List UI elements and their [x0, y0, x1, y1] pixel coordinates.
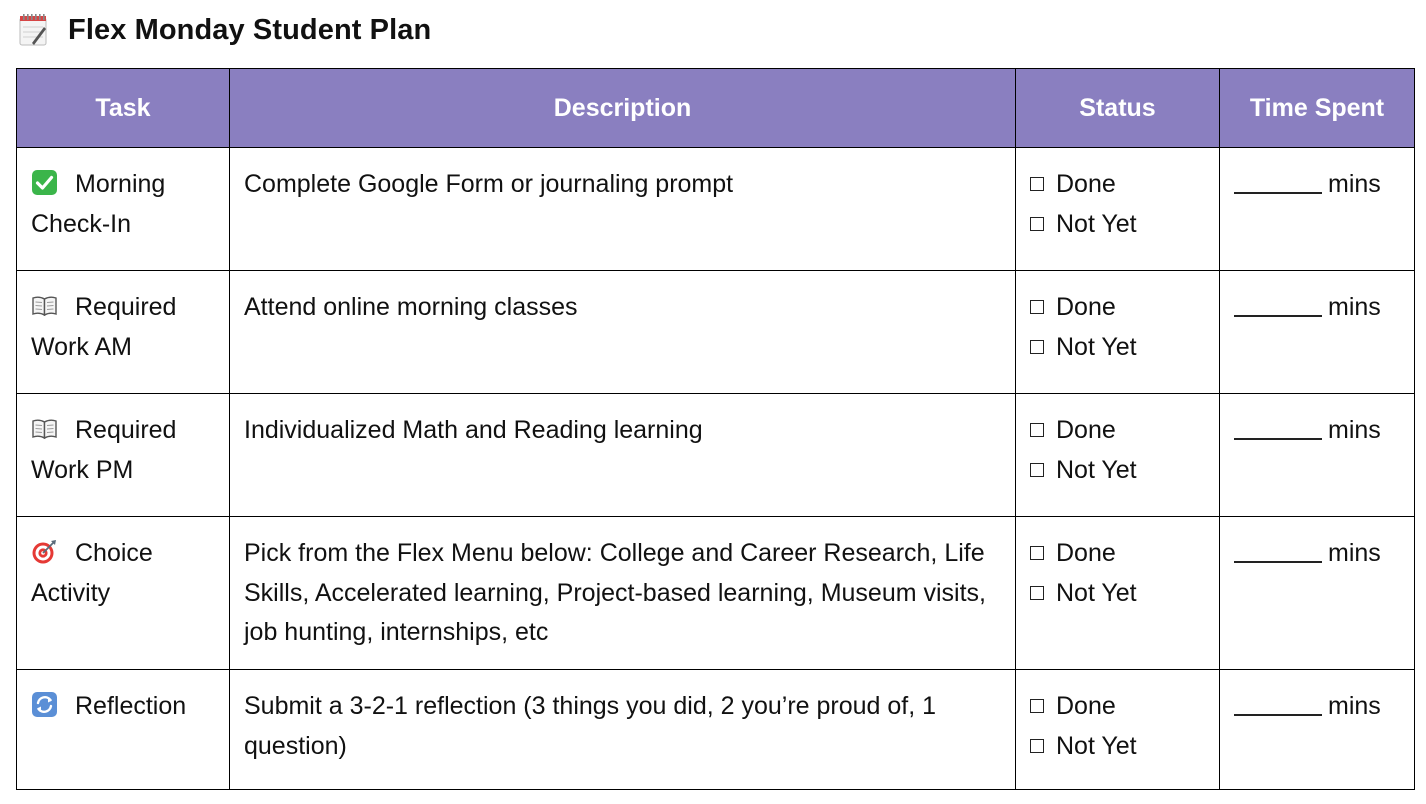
description-cell: Complete Google Form or journaling prompt — [230, 148, 1016, 271]
checkbox[interactable] — [1030, 423, 1044, 437]
time-spent-cell — [1220, 148, 1415, 271]
status-done-option[interactable] — [1030, 288, 1205, 328]
time-unit-label: mins — [1328, 539, 1381, 567]
status-done-label: Done — [1056, 416, 1116, 444]
task-cell — [17, 394, 230, 517]
target-icon — [31, 538, 58, 565]
student-plan-table — [16, 68, 1415, 790]
checkbox[interactable] — [1030, 739, 1044, 753]
refresh-icon — [31, 691, 58, 718]
time-unit-label: mins — [1328, 170, 1381, 198]
time-unit-label: mins — [1328, 293, 1381, 321]
table-row — [17, 670, 1415, 790]
table-row — [17, 148, 1415, 271]
table-row — [17, 271, 1415, 394]
time-unit-label: mins — [1328, 692, 1381, 720]
time-blank-field[interactable] — [1234, 170, 1322, 194]
time-unit-label: mins — [1328, 416, 1381, 444]
status-done-label: Done — [1056, 293, 1116, 321]
time-blank-field[interactable] — [1234, 692, 1322, 716]
task-name: Morning Check-In — [31, 170, 166, 238]
time-spent-cell — [1220, 517, 1415, 670]
checkbox[interactable] — [1030, 177, 1044, 191]
status-not-yet-label: Not Yet — [1056, 731, 1137, 760]
time-spent-cell — [1220, 670, 1415, 790]
description-cell: Attend online morning classes — [230, 271, 1016, 394]
checkbox[interactable] — [1030, 463, 1044, 477]
status-done-option[interactable] — [1030, 534, 1205, 574]
table-row — [17, 394, 1415, 517]
status-done-option[interactable] — [1030, 165, 1205, 205]
task-cell — [17, 148, 230, 271]
status-not-yet-option[interactable] — [1030, 727, 1205, 767]
notepad-icon — [18, 13, 48, 47]
open-book-icon — [31, 415, 58, 442]
description-cell: Individualized Math and Reading learning — [230, 394, 1016, 517]
time-blank-field[interactable] — [1234, 416, 1322, 440]
checkbox[interactable] — [1030, 699, 1044, 713]
checkbox[interactable] — [1030, 217, 1044, 231]
header-row — [17, 69, 1415, 148]
page-title: Flex Monday Student Plan — [68, 13, 432, 46]
header-status: Status — [1016, 69, 1220, 148]
task-name: Choice Activity — [31, 539, 153, 607]
checkbox[interactable] — [1030, 586, 1044, 600]
status-cell — [1016, 517, 1220, 670]
time-spent-cell — [1220, 394, 1415, 517]
status-cell — [1016, 148, 1220, 271]
checkbox[interactable] — [1030, 546, 1044, 560]
checkbox[interactable] — [1030, 340, 1044, 354]
task-name: Required Work PM — [31, 416, 177, 484]
status-not-yet-option[interactable] — [1030, 574, 1205, 614]
status-not-yet-label: Not Yet — [1056, 578, 1137, 607]
status-not-yet-label: Not Yet — [1056, 332, 1137, 361]
description-cell: Pick from the Flex Menu below: College and Career Research, Life Skills, Accelerated learning, Project-based learning, Museum visits, job hunting, internships, etc — [230, 517, 1016, 670]
task-name: Required Work AM — [31, 293, 177, 361]
task-cell — [17, 271, 230, 394]
status-done-label: Done — [1056, 170, 1116, 198]
status-not-yet-label: Not Yet — [1056, 455, 1137, 484]
status-not-yet-option[interactable] — [1030, 205, 1205, 245]
status-done-option[interactable] — [1030, 411, 1205, 451]
status-not-yet-option[interactable] — [1030, 328, 1205, 368]
task-name: Reflection — [75, 692, 187, 720]
header-time-spent: Time Spent — [1220, 69, 1415, 148]
status-done-label: Done — [1056, 539, 1116, 567]
status-not-yet-label: Not Yet — [1056, 209, 1137, 238]
status-not-yet-option[interactable] — [1030, 451, 1205, 491]
status-cell — [1016, 394, 1220, 517]
time-blank-field[interactable] — [1234, 293, 1322, 317]
open-book-icon — [31, 292, 58, 319]
checkbox[interactable] — [1030, 300, 1044, 314]
page-header — [18, 10, 431, 50]
task-cell — [17, 517, 230, 670]
status-done-label: Done — [1056, 692, 1116, 720]
time-blank-field[interactable] — [1234, 539, 1322, 563]
time-spent-cell — [1220, 271, 1415, 394]
table-row — [17, 517, 1415, 670]
description-cell: Submit a 3-2-1 reflection (3 things you did, 2 you’re proud of, 1 question) — [230, 670, 1016, 790]
header-description: Description — [230, 69, 1016, 148]
header-task: Task — [17, 69, 230, 148]
status-cell — [1016, 271, 1220, 394]
status-cell — [1016, 670, 1220, 790]
check-mark-icon — [31, 169, 58, 196]
task-cell — [17, 670, 230, 790]
status-done-option[interactable] — [1030, 687, 1205, 727]
